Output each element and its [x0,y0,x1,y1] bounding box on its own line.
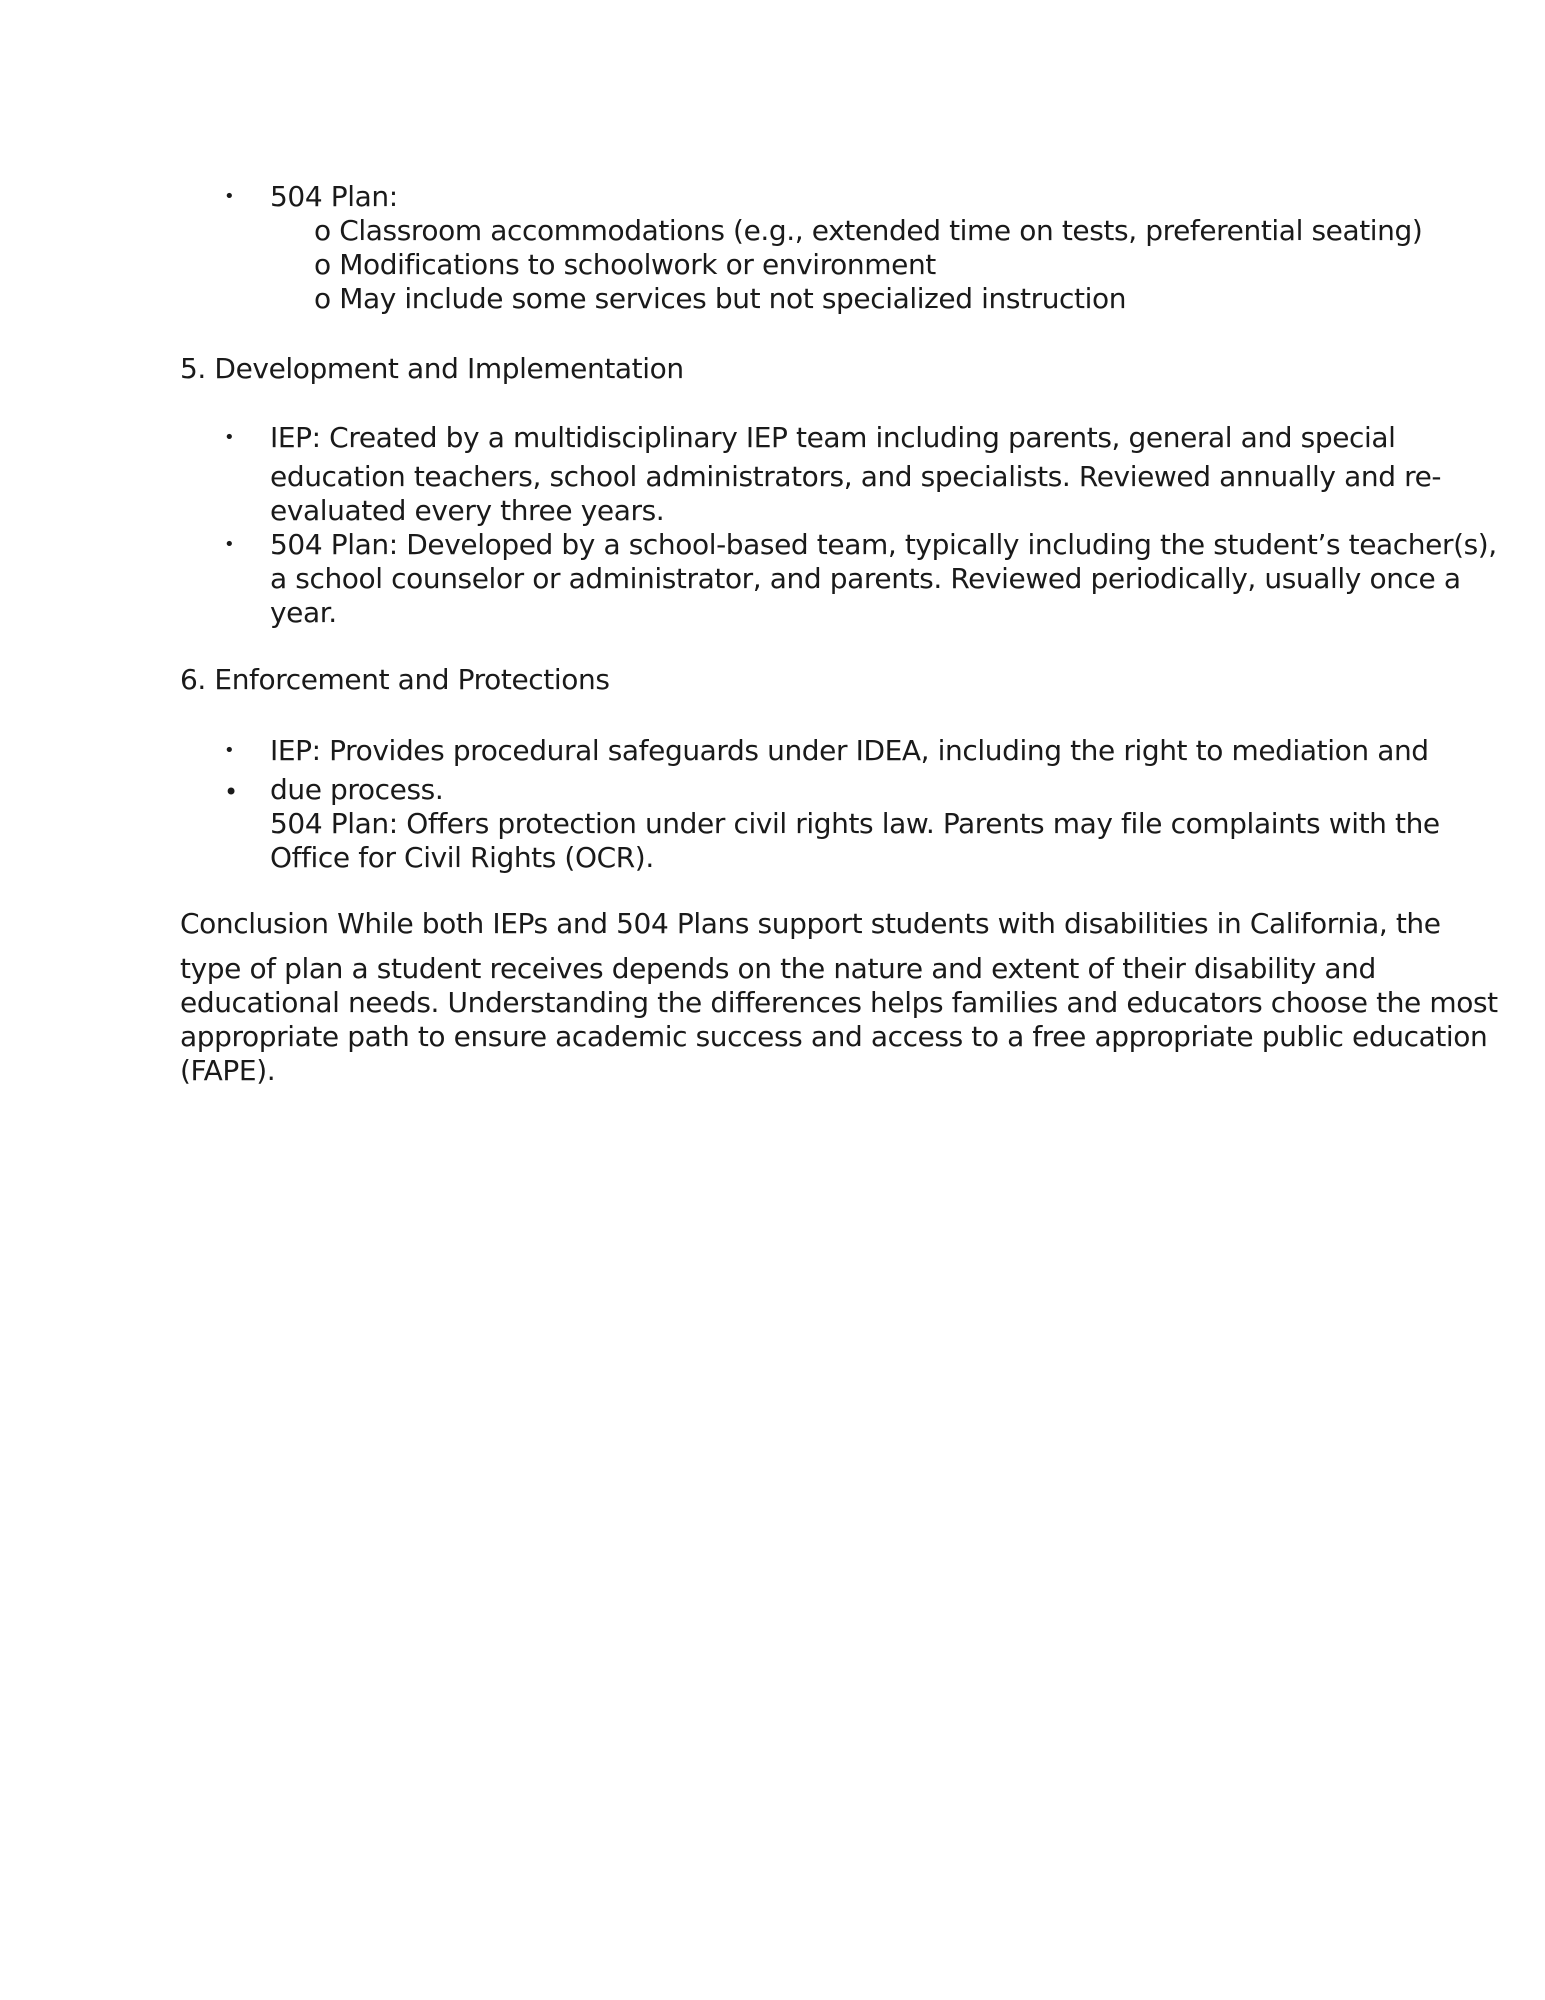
section-heading: 5. Development and Implementation [180,352,684,385]
sub-item: o Classroom accommodations (e.g., extended time on tests, preferential seating) [314,214,1423,247]
sub-item: o Modifications to schoolwork or environment [314,248,936,281]
plan504-label: 504 Plan: [270,180,398,213]
paragraph-line: 504 Plan: Offers protection under civil rights law. Parents may file complaints with the [270,807,1440,840]
list-bullet: • [224,778,238,806]
paragraph-line: Office for Civil Rights (OCR). [270,841,654,874]
conclusion-line: Conclusion While both IEPs and 504 Plans support students with disabilities in California, the [180,907,1441,940]
conclusion-line: educational needs. Understanding the differences helps families and educators choose the most [180,986,1498,1019]
conclusion-line: (FAPE). [180,1054,276,1087]
sub-item: o May include some services but not specialized instruction [314,282,1127,315]
paragraph-line: education teachers, school administrators, and specialists. Reviewed annually and re- [270,460,1442,493]
paragraph-line: due process. [270,773,444,806]
list-bullet: • [224,186,235,207]
paragraph-line: evaluated every three years. [270,494,665,527]
paragraph-line: a school counselor or administrator, and parents. Reviewed periodically, usually once a [270,562,1461,595]
paragraph-line: 504 Plan: Developed by a school-based team, typically including the student’s teacher(s), [270,528,1497,561]
section-heading: 6. Enforcement and Protections [180,663,610,696]
conclusion-line: type of plan a student receives depends on the nature and extent of their disability and [180,952,1376,985]
paragraph-line: IEP: Created by a multidisciplinary IEP team including parents, general and special [270,421,1396,454]
list-bullet: • [224,740,235,761]
list-bullet: • [224,534,235,555]
paragraph-line: year. [270,596,337,629]
conclusion-line: appropriate path to ensure academic success and access to a free appropriate public education [180,1020,1488,1053]
paragraph-line: IEP: Provides procedural safeguards under IDEA, including the right to mediation and [270,734,1429,767]
list-bullet: • [224,427,235,448]
